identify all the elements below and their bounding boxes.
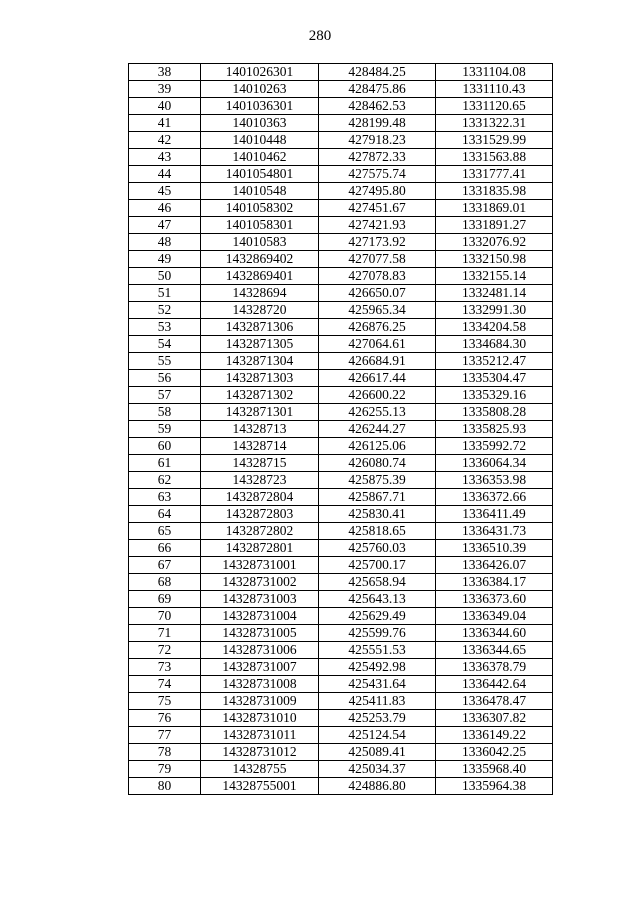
y-coordinate-cell: 1331110.43 (436, 81, 553, 98)
point-id-cell: 1432871301 (201, 404, 319, 421)
point-id-cell: 1432871304 (201, 353, 319, 370)
row-index-cell: 68 (129, 574, 201, 591)
x-coordinate-cell: 425643.13 (319, 591, 436, 608)
table-row (129, 370, 553, 387)
point-id-cell: 14328713 (201, 421, 319, 438)
point-id-cell: 14328731012 (201, 744, 319, 761)
x-coordinate-cell: 425431.64 (319, 676, 436, 693)
y-coordinate-cell: 1336307.82 (436, 710, 553, 727)
row-index-cell: 75 (129, 693, 201, 710)
y-coordinate-cell: 1336064.34 (436, 455, 553, 472)
row-index-cell: 76 (129, 710, 201, 727)
table-row (129, 710, 553, 727)
row-index-cell: 46 (129, 200, 201, 217)
row-index-cell: 79 (129, 761, 201, 778)
point-id-cell: 1432869402 (201, 251, 319, 268)
table-row (129, 132, 553, 149)
y-coordinate-cell: 1335964.38 (436, 778, 553, 795)
table-row (129, 200, 553, 217)
row-index-cell: 38 (129, 64, 201, 81)
y-coordinate-cell: 1336510.39 (436, 540, 553, 557)
point-id-cell: 14328731010 (201, 710, 319, 727)
table-row (129, 727, 553, 744)
y-coordinate-cell: 1336411.49 (436, 506, 553, 523)
row-index-cell: 42 (129, 132, 201, 149)
x-coordinate-cell: 425875.39 (319, 472, 436, 489)
point-id-cell: 14328731008 (201, 676, 319, 693)
x-coordinate-cell: 425818.65 (319, 523, 436, 540)
x-coordinate-cell: 426617.44 (319, 370, 436, 387)
point-id-cell: 14010583 (201, 234, 319, 251)
row-index-cell: 56 (129, 370, 201, 387)
coordinates-table (128, 63, 553, 795)
x-coordinate-cell: 428199.48 (319, 115, 436, 132)
point-id-cell: 14010363 (201, 115, 319, 132)
point-id-cell: 1432871303 (201, 370, 319, 387)
point-id-cell: 14328731003 (201, 591, 319, 608)
x-coordinate-cell: 425253.79 (319, 710, 436, 727)
row-index-cell: 44 (129, 166, 201, 183)
table-row (129, 302, 553, 319)
row-index-cell: 55 (129, 353, 201, 370)
y-coordinate-cell: 1335212.47 (436, 353, 553, 370)
y-coordinate-cell: 1334204.58 (436, 319, 553, 336)
point-id-cell: 14010462 (201, 149, 319, 166)
table-row (129, 744, 553, 761)
row-index-cell: 43 (129, 149, 201, 166)
x-coordinate-cell: 427575.74 (319, 166, 436, 183)
y-coordinate-cell: 1335992.72 (436, 438, 553, 455)
point-id-cell: 14328731004 (201, 608, 319, 625)
x-coordinate-cell: 425034.37 (319, 761, 436, 778)
row-index-cell: 69 (129, 591, 201, 608)
point-id-cell: 1432872801 (201, 540, 319, 557)
point-id-cell: 1432872804 (201, 489, 319, 506)
x-coordinate-cell: 427495.80 (319, 183, 436, 200)
table-row (129, 659, 553, 676)
point-id-cell: 1432872802 (201, 523, 319, 540)
x-coordinate-cell: 426876.25 (319, 319, 436, 336)
x-coordinate-cell: 425867.71 (319, 489, 436, 506)
table-row (129, 217, 553, 234)
point-id-cell: 14328714 (201, 438, 319, 455)
table-row (129, 540, 553, 557)
point-id-cell: 14328720 (201, 302, 319, 319)
table-row (129, 404, 553, 421)
y-coordinate-cell: 1336372.66 (436, 489, 553, 506)
row-index-cell: 65 (129, 523, 201, 540)
table-row (129, 455, 553, 472)
y-coordinate-cell: 1335808.28 (436, 404, 553, 421)
row-index-cell: 74 (129, 676, 201, 693)
table-row (129, 574, 553, 591)
x-coordinate-cell: 427872.33 (319, 149, 436, 166)
point-id-cell: 1432871306 (201, 319, 319, 336)
y-coordinate-cell: 1331120.65 (436, 98, 553, 115)
row-index-cell: 40 (129, 98, 201, 115)
x-coordinate-cell: 426684.91 (319, 353, 436, 370)
table-row (129, 285, 553, 302)
table-row (129, 166, 553, 183)
row-index-cell: 59 (129, 421, 201, 438)
point-id-cell: 14328731006 (201, 642, 319, 659)
table-row (129, 234, 553, 251)
x-coordinate-cell: 427451.67 (319, 200, 436, 217)
table-row (129, 319, 553, 336)
table-row (129, 353, 553, 370)
y-coordinate-cell: 1336431.73 (436, 523, 553, 540)
y-coordinate-cell: 1331869.01 (436, 200, 553, 217)
table-row (129, 81, 553, 98)
x-coordinate-cell: 425411.83 (319, 693, 436, 710)
table-row (129, 387, 553, 404)
row-index-cell: 41 (129, 115, 201, 132)
point-id-cell: 14328731005 (201, 625, 319, 642)
x-coordinate-cell: 425830.41 (319, 506, 436, 523)
y-coordinate-cell: 1335968.40 (436, 761, 553, 778)
point-id-cell: 1432871302 (201, 387, 319, 404)
y-coordinate-cell: 1332481.14 (436, 285, 553, 302)
point-id-cell: 1401058301 (201, 217, 319, 234)
x-coordinate-cell: 427077.58 (319, 251, 436, 268)
table-row (129, 64, 553, 81)
y-coordinate-cell: 1336353.98 (436, 472, 553, 489)
point-id-cell: 14328731009 (201, 693, 319, 710)
table-row (129, 523, 553, 540)
y-coordinate-cell: 1331835.98 (436, 183, 553, 200)
x-coordinate-cell: 427064.61 (319, 336, 436, 353)
y-coordinate-cell: 1336442.64 (436, 676, 553, 693)
table-row (129, 625, 553, 642)
point-id-cell: 14328723 (201, 472, 319, 489)
row-index-cell: 78 (129, 744, 201, 761)
table-row (129, 336, 553, 353)
point-id-cell: 14328755001 (201, 778, 319, 795)
y-coordinate-cell: 1336344.65 (436, 642, 553, 659)
table-row (129, 149, 553, 166)
row-index-cell: 62 (129, 472, 201, 489)
point-id-cell: 1401036301 (201, 98, 319, 115)
y-coordinate-cell: 1331322.31 (436, 115, 553, 132)
y-coordinate-cell: 1336344.60 (436, 625, 553, 642)
row-index-cell: 52 (129, 302, 201, 319)
coordinates-table-body (129, 64, 553, 795)
y-coordinate-cell: 1336349.04 (436, 608, 553, 625)
point-id-cell: 14328694 (201, 285, 319, 302)
row-index-cell: 49 (129, 251, 201, 268)
y-coordinate-cell: 1332076.92 (436, 234, 553, 251)
table-row (129, 761, 553, 778)
point-id-cell: 1401058302 (201, 200, 319, 217)
row-index-cell: 63 (129, 489, 201, 506)
row-index-cell: 47 (129, 217, 201, 234)
x-coordinate-cell: 427421.93 (319, 217, 436, 234)
x-coordinate-cell: 426080.74 (319, 455, 436, 472)
y-coordinate-cell: 1336373.60 (436, 591, 553, 608)
x-coordinate-cell: 427078.83 (319, 268, 436, 285)
row-index-cell: 72 (129, 642, 201, 659)
table-row (129, 183, 553, 200)
point-id-cell: 1401054801 (201, 166, 319, 183)
point-id-cell: 14328755 (201, 761, 319, 778)
y-coordinate-cell: 1334684.30 (436, 336, 553, 353)
point-id-cell: 1432871305 (201, 336, 319, 353)
x-coordinate-cell: 425629.49 (319, 608, 436, 625)
row-index-cell: 53 (129, 319, 201, 336)
table-row (129, 98, 553, 115)
row-index-cell: 61 (129, 455, 201, 472)
x-coordinate-cell: 428462.53 (319, 98, 436, 115)
x-coordinate-cell: 427173.92 (319, 234, 436, 251)
table-row (129, 557, 553, 574)
row-index-cell: 54 (129, 336, 201, 353)
table-row (129, 489, 553, 506)
y-coordinate-cell: 1335825.93 (436, 421, 553, 438)
y-coordinate-cell: 1336384.17 (436, 574, 553, 591)
point-id-cell: 14328731001 (201, 557, 319, 574)
row-index-cell: 70 (129, 608, 201, 625)
point-id-cell: 1432872803 (201, 506, 319, 523)
x-coordinate-cell: 426650.07 (319, 285, 436, 302)
table-row (129, 591, 553, 608)
table-row (129, 693, 553, 710)
row-index-cell: 77 (129, 727, 201, 744)
x-coordinate-cell: 426600.22 (319, 387, 436, 404)
y-coordinate-cell: 1336042.25 (436, 744, 553, 761)
row-index-cell: 80 (129, 778, 201, 795)
point-id-cell: 14010448 (201, 132, 319, 149)
y-coordinate-cell: 1336378.79 (436, 659, 553, 676)
point-id-cell: 14328731002 (201, 574, 319, 591)
x-coordinate-cell: 428484.25 (319, 64, 436, 81)
point-id-cell: 14328731007 (201, 659, 319, 676)
y-coordinate-cell: 1335304.47 (436, 370, 553, 387)
x-coordinate-cell: 428475.86 (319, 81, 436, 98)
point-id-cell: 1401026301 (201, 64, 319, 81)
table-row (129, 115, 553, 132)
x-coordinate-cell: 425760.03 (319, 540, 436, 557)
table-row (129, 506, 553, 523)
x-coordinate-cell: 426244.27 (319, 421, 436, 438)
row-index-cell: 45 (129, 183, 201, 200)
table-row (129, 608, 553, 625)
row-index-cell: 66 (129, 540, 201, 557)
x-coordinate-cell: 425492.98 (319, 659, 436, 676)
table-row (129, 778, 553, 795)
y-coordinate-cell: 1332155.14 (436, 268, 553, 285)
x-coordinate-cell: 425124.54 (319, 727, 436, 744)
row-index-cell: 48 (129, 234, 201, 251)
row-index-cell: 67 (129, 557, 201, 574)
table-row (129, 676, 553, 693)
table-row (129, 251, 553, 268)
x-coordinate-cell: 426125.06 (319, 438, 436, 455)
y-coordinate-cell: 1336426.07 (436, 557, 553, 574)
x-coordinate-cell: 426255.13 (319, 404, 436, 421)
point-id-cell: 14010263 (201, 81, 319, 98)
table-row (129, 642, 553, 659)
point-id-cell: 14328731011 (201, 727, 319, 744)
row-index-cell: 39 (129, 81, 201, 98)
x-coordinate-cell: 425551.53 (319, 642, 436, 659)
point-id-cell: 14010548 (201, 183, 319, 200)
page-number: 280 (308, 28, 332, 44)
x-coordinate-cell: 427918.23 (319, 132, 436, 149)
x-coordinate-cell: 425089.41 (319, 744, 436, 761)
y-coordinate-cell: 1336149.22 (436, 727, 553, 744)
y-coordinate-cell: 1331563.88 (436, 149, 553, 166)
x-coordinate-cell: 425599.76 (319, 625, 436, 642)
x-coordinate-cell: 425700.17 (319, 557, 436, 574)
table-row (129, 421, 553, 438)
point-id-cell: 1432869401 (201, 268, 319, 285)
row-index-cell: 51 (129, 285, 201, 302)
x-coordinate-cell: 425658.94 (319, 574, 436, 591)
table-row (129, 268, 553, 285)
row-index-cell: 58 (129, 404, 201, 421)
row-index-cell: 73 (129, 659, 201, 676)
table-row (129, 472, 553, 489)
point-id-cell: 14328715 (201, 455, 319, 472)
x-coordinate-cell: 424886.80 (319, 778, 436, 795)
table-row (129, 438, 553, 455)
row-index-cell: 71 (129, 625, 201, 642)
y-coordinate-cell: 1331529.99 (436, 132, 553, 149)
y-coordinate-cell: 1332991.30 (436, 302, 553, 319)
y-coordinate-cell: 1331891.27 (436, 217, 553, 234)
row-index-cell: 64 (129, 506, 201, 523)
y-coordinate-cell: 1331777.41 (436, 166, 553, 183)
y-coordinate-cell: 1332150.98 (436, 251, 553, 268)
row-index-cell: 60 (129, 438, 201, 455)
y-coordinate-cell: 1335329.16 (436, 387, 553, 404)
y-coordinate-cell: 1336478.47 (436, 693, 553, 710)
row-index-cell: 57 (129, 387, 201, 404)
row-index-cell: 50 (129, 268, 201, 285)
x-coordinate-cell: 425965.34 (319, 302, 436, 319)
y-coordinate-cell: 1331104.08 (436, 64, 553, 81)
